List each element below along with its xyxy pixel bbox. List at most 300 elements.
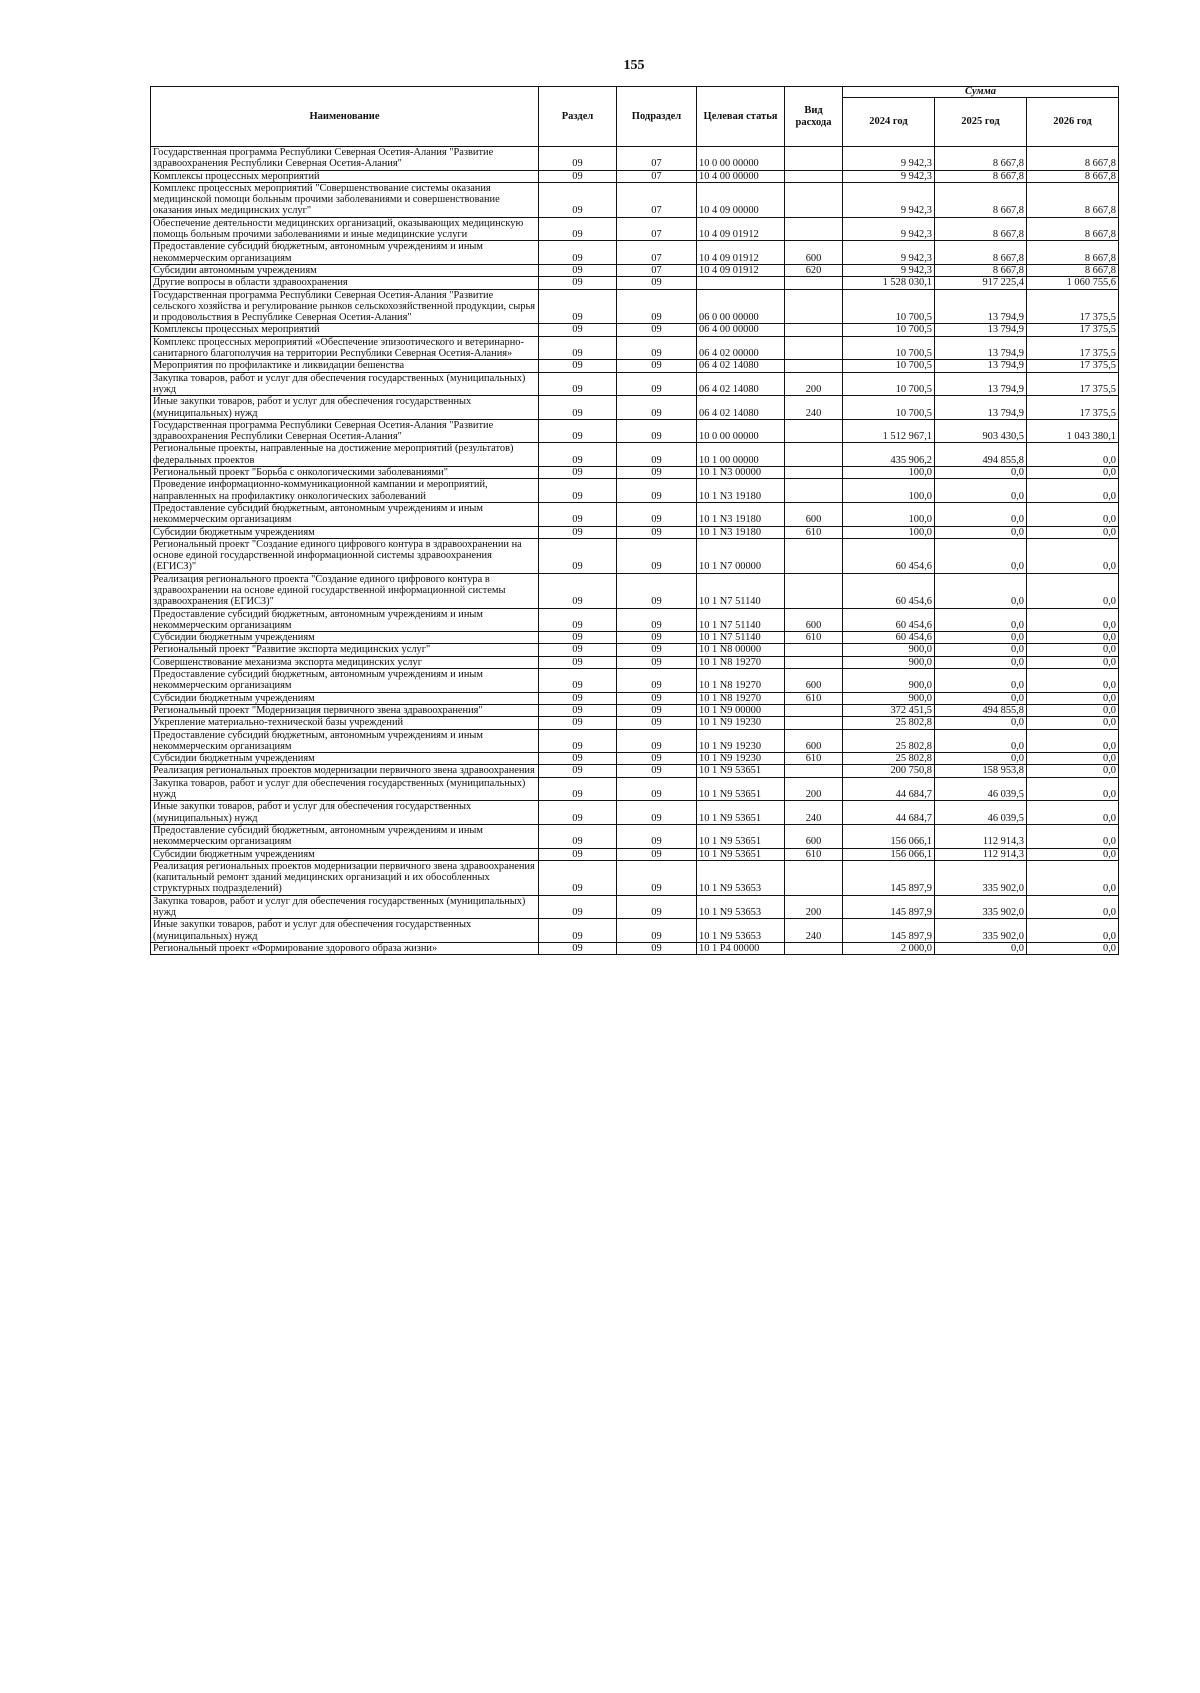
row-target-article: 10 1 N8 19270	[697, 669, 785, 693]
row-expense-type	[785, 324, 843, 336]
table-row	[151, 479, 1119, 503]
row-name: Обеспечение деятельности медицинских организаций, оказывающих медицинскую помощь больным прочими заболеваниями и иные медицинские услуги	[151, 217, 539, 241]
row-sum-2024: 60 454,6	[843, 538, 935, 573]
row-subsection: 09	[617, 644, 697, 656]
row-target-article: 10 1 N9 19230	[697, 753, 785, 765]
row-sum-2025: 494 855,8	[935, 443, 1027, 467]
row-section: 09	[539, 824, 617, 848]
table-row	[151, 644, 1119, 656]
row-subsection: 09	[617, 777, 697, 801]
row-sum-2025: 0,0	[935, 656, 1027, 668]
row-subsection: 09	[617, 573, 697, 608]
row-expense-type	[785, 717, 843, 729]
row-subsection: 09	[617, 765, 697, 777]
row-section: 09	[539, 289, 617, 324]
row-sum-2024: 60 454,6	[843, 608, 935, 632]
table-row	[151, 502, 1119, 526]
row-expense-type: 200	[785, 895, 843, 919]
row-expense-type: 600	[785, 669, 843, 693]
row-sum-2024: 900,0	[843, 644, 935, 656]
row-section: 09	[539, 656, 617, 668]
row-section: 09	[539, 419, 617, 443]
table-row	[151, 669, 1119, 693]
table-row	[151, 895, 1119, 919]
row-target-article: 10 4 09 01912	[697, 264, 785, 276]
row-sum-2025: 0,0	[935, 608, 1027, 632]
row-target-article: 10 0 00 00000	[697, 147, 785, 171]
row-sum-2025: 13 794,9	[935, 360, 1027, 372]
row-sum-2024: 145 897,9	[843, 895, 935, 919]
row-expense-type	[785, 538, 843, 573]
row-subsection: 09	[617, 801, 697, 825]
table-row	[151, 324, 1119, 336]
row-sum-2026: 17 375,5	[1027, 396, 1119, 420]
row-section: 09	[539, 753, 617, 765]
table-row	[151, 753, 1119, 765]
row-sum-2024: 100,0	[843, 467, 935, 479]
row-expense-type: 200	[785, 777, 843, 801]
row-section: 09	[539, 848, 617, 860]
row-target-article: 06 4 02 14080	[697, 372, 785, 396]
table-row	[151, 573, 1119, 608]
row-sum-2025: 0,0	[935, 479, 1027, 503]
row-expense-type: 610	[785, 632, 843, 644]
row-section: 09	[539, 241, 617, 265]
row-name: Региональный проект "Модернизация первичного звена здравоохранения"	[151, 704, 539, 716]
row-name: Субсидии автономным учреждениям	[151, 264, 539, 276]
row-name: Другие вопросы в области здравоохранения	[151, 277, 539, 289]
row-target-article: 10 1 N9 53651	[697, 765, 785, 777]
row-expense-type	[785, 467, 843, 479]
row-expense-type	[785, 277, 843, 289]
row-sum-2026: 0,0	[1027, 538, 1119, 573]
row-sum-2025: 8 667,8	[935, 217, 1027, 241]
row-subsection: 09	[617, 396, 697, 420]
row-name: Укрепление материально-технической базы учреждений	[151, 717, 539, 729]
table-row	[151, 372, 1119, 396]
row-target-article: 10 1 N8 19270	[697, 656, 785, 668]
row-expense-type	[785, 419, 843, 443]
row-section: 09	[539, 801, 617, 825]
row-target-article: 10 1 N9 53651	[697, 824, 785, 848]
row-subsection: 09	[617, 360, 697, 372]
row-sum-2024: 900,0	[843, 656, 935, 668]
header-section: Раздел	[539, 87, 617, 147]
row-expense-type: 600	[785, 608, 843, 632]
row-sum-2024: 10 700,5	[843, 289, 935, 324]
row-target-article: 10 1 N7 00000	[697, 538, 785, 573]
row-sum-2024: 435 906,2	[843, 443, 935, 467]
row-section: 09	[539, 182, 617, 217]
row-sum-2025: 8 667,8	[935, 182, 1027, 217]
row-name: Комплексы процессных мероприятий	[151, 170, 539, 182]
row-subsection: 09	[617, 669, 697, 693]
row-sum-2025: 158 953,8	[935, 765, 1027, 777]
row-subsection: 09	[617, 479, 697, 503]
row-sum-2026: 1 060 755,6	[1027, 277, 1119, 289]
row-subsection: 09	[617, 502, 697, 526]
row-sum-2025: 46 039,5	[935, 801, 1027, 825]
row-subsection: 09	[617, 656, 697, 668]
row-subsection: 07	[617, 182, 697, 217]
row-expense-type	[785, 289, 843, 324]
row-sum-2025: 0,0	[935, 753, 1027, 765]
row-subsection: 07	[617, 217, 697, 241]
table-row	[151, 264, 1119, 276]
row-sum-2026: 0,0	[1027, 717, 1119, 729]
row-sum-2026: 0,0	[1027, 777, 1119, 801]
row-sum-2024: 372 451,5	[843, 704, 935, 716]
row-name: Государственная программа Республики Северная Осетия-Алания "Развитие сельского хозяйства и регулирование рынков сельскохозяйственной продукции, сырья и продовольствия в Республике Северная Осетия-Алания"	[151, 289, 539, 324]
row-expense-type	[785, 573, 843, 608]
row-sum-2026: 0,0	[1027, 608, 1119, 632]
row-subsection: 09	[617, 538, 697, 573]
row-target-article: 10 0 00 00000	[697, 419, 785, 443]
row-sum-2026: 0,0	[1027, 860, 1119, 895]
row-sum-2025: 0,0	[935, 669, 1027, 693]
row-target-article: 10 1 P4 00000	[697, 942, 785, 954]
table-header	[151, 87, 1119, 147]
row-target-article: 06 4 00 00000	[697, 324, 785, 336]
row-target-article: 10 1 N7 51140	[697, 608, 785, 632]
row-expense-type	[785, 336, 843, 360]
row-sum-2026: 0,0	[1027, 824, 1119, 848]
row-section: 09	[539, 860, 617, 895]
table-row	[151, 396, 1119, 420]
row-sum-2026: 8 667,8	[1027, 241, 1119, 265]
header-target-article: Целевая статья	[697, 87, 785, 147]
row-section: 09	[539, 632, 617, 644]
row-target-article: 10 1 N9 00000	[697, 704, 785, 716]
row-target-article: 10 1 N9 53653	[697, 860, 785, 895]
row-sum-2024: 9 942,3	[843, 217, 935, 241]
row-expense-type	[785, 182, 843, 217]
table-row	[151, 336, 1119, 360]
row-sum-2026: 8 667,8	[1027, 217, 1119, 241]
row-subsection: 09	[617, 419, 697, 443]
row-sum-2025: 8 667,8	[935, 264, 1027, 276]
row-subsection: 09	[617, 372, 697, 396]
row-subsection: 07	[617, 264, 697, 276]
row-sum-2024: 60 454,6	[843, 632, 935, 644]
row-target-article: 10 1 N9 19230	[697, 729, 785, 753]
row-subsection: 09	[617, 753, 697, 765]
row-sum-2025: 8 667,8	[935, 170, 1027, 182]
row-name: Предоставление субсидий бюджетным, автономным учреждениям и иным некоммерческим организациям	[151, 669, 539, 693]
row-sum-2026: 0,0	[1027, 692, 1119, 704]
row-section: 09	[539, 644, 617, 656]
row-sum-2025: 8 667,8	[935, 147, 1027, 171]
row-subsection: 09	[617, 526, 697, 538]
row-sum-2026: 17 375,5	[1027, 324, 1119, 336]
row-target-article: 10 1 N9 53651	[697, 801, 785, 825]
row-name: Региональный проект "Борьба с онкологическими заболеваниями"	[151, 467, 539, 479]
row-sum-2024: 10 700,5	[843, 324, 935, 336]
row-sum-2024: 100,0	[843, 526, 935, 538]
header-subsection: Подраздел	[617, 87, 697, 147]
row-subsection: 09	[617, 895, 697, 919]
row-sum-2025: 112 914,3	[935, 848, 1027, 860]
table-row	[151, 729, 1119, 753]
row-sum-2025: 0,0	[935, 502, 1027, 526]
row-subsection: 09	[617, 942, 697, 954]
row-section: 09	[539, 502, 617, 526]
row-section: 09	[539, 217, 617, 241]
row-target-article: 10 1 N9 53653	[697, 919, 785, 943]
row-section: 09	[539, 895, 617, 919]
table-row	[151, 182, 1119, 217]
row-section: 09	[539, 479, 617, 503]
row-sum-2025: 46 039,5	[935, 777, 1027, 801]
row-sum-2024: 1 528 030,1	[843, 277, 935, 289]
row-name: Государственная программа Республики Северная Осетия-Алания "Развитие здравоохранения Республики Северная Осетия-Алания"	[151, 147, 539, 171]
row-sum-2024: 100,0	[843, 502, 935, 526]
table-row	[151, 717, 1119, 729]
row-target-article: 10 1 N9 53651	[697, 848, 785, 860]
header-name: Наименование	[151, 87, 539, 147]
row-sum-2025: 0,0	[935, 729, 1027, 753]
row-expense-type: 610	[785, 526, 843, 538]
row-subsection: 09	[617, 277, 697, 289]
table-row	[151, 942, 1119, 954]
row-target-article: 10 1 N3 00000	[697, 467, 785, 479]
table-row	[151, 777, 1119, 801]
row-name: Иные закупки товаров, работ и услуг для обеспечения государственных (муниципальных) нужд	[151, 396, 539, 420]
row-subsection: 09	[617, 717, 697, 729]
row-sum-2026: 17 375,5	[1027, 336, 1119, 360]
row-expense-type: 240	[785, 396, 843, 420]
row-subsection: 09	[617, 632, 697, 644]
row-subsection: 09	[617, 860, 697, 895]
row-target-article: 10 1 N9 19230	[697, 717, 785, 729]
row-expense-type	[785, 147, 843, 171]
row-subsection: 09	[617, 467, 697, 479]
row-sum-2024: 9 942,3	[843, 147, 935, 171]
table-row	[151, 704, 1119, 716]
row-sum-2024: 9 942,3	[843, 170, 935, 182]
header-year-2026: 2026 год	[1027, 98, 1119, 147]
row-expense-type: 600	[785, 824, 843, 848]
row-sum-2026: 0,0	[1027, 632, 1119, 644]
row-section: 09	[539, 777, 617, 801]
row-expense-type: 610	[785, 753, 843, 765]
row-name: Комплекс процессных мероприятий "Совершенствование системы оказания медицинской помощи больным прочими заболеваниями и совершенствование оказания иных медицинских услуг"	[151, 182, 539, 217]
table-row	[151, 919, 1119, 943]
row-sum-2025: 13 794,9	[935, 372, 1027, 396]
page-number: 155	[623, 58, 645, 73]
row-expense-type	[785, 860, 843, 895]
table-row	[151, 801, 1119, 825]
table-row	[151, 419, 1119, 443]
row-sum-2024: 900,0	[843, 669, 935, 693]
row-section: 09	[539, 360, 617, 372]
row-subsection: 09	[617, 848, 697, 860]
row-sum-2024: 44 684,7	[843, 777, 935, 801]
row-name: Закупка товаров, работ и услуг для обеспечения государственных (муниципальных) нужд	[151, 895, 539, 919]
row-name: Иные закупки товаров, работ и услуг для обеспечения государственных (муниципальных) нужд	[151, 801, 539, 825]
row-target-article: 10 1 N9 53651	[697, 777, 785, 801]
row-sum-2025: 13 794,9	[935, 396, 1027, 420]
row-sum-2024: 10 700,5	[843, 336, 935, 360]
row-name: Закупка товаров, работ и услуг для обеспечения государственных (муниципальных) нужд	[151, 777, 539, 801]
row-name: Закупка товаров, работ и услуг для обеспечения государственных (муниципальных) нужд	[151, 372, 539, 396]
row-sum-2025: 0,0	[935, 644, 1027, 656]
row-name: Региональный проект "Создание единого цифрового контура в здравоохранении на основе единой государственной информационной системы здравоохранения (ЕГИСЗ)"	[151, 538, 539, 573]
row-target-article: 10 1 N8 00000	[697, 644, 785, 656]
table-row	[151, 860, 1119, 895]
row-expense-type	[785, 443, 843, 467]
row-sum-2026: 0,0	[1027, 573, 1119, 608]
row-sum-2026: 0,0	[1027, 848, 1119, 860]
row-name: Мероприятия по профилактике и ликвидации бешенства	[151, 360, 539, 372]
row-sum-2025: 0,0	[935, 538, 1027, 573]
row-expense-type: 620	[785, 264, 843, 276]
row-subsection: 07	[617, 147, 697, 171]
table-row	[151, 170, 1119, 182]
row-expense-type	[785, 656, 843, 668]
row-name: Региональный проект «Формирование здорового образа жизни»	[151, 942, 539, 954]
row-subsection: 09	[617, 824, 697, 848]
row-section: 09	[539, 692, 617, 704]
row-subsection: 09	[617, 443, 697, 467]
row-section: 09	[539, 729, 617, 753]
row-sum-2026: 0,0	[1027, 765, 1119, 777]
table-row	[151, 289, 1119, 324]
table-row	[151, 526, 1119, 538]
row-target-article: 06 0 00 00000	[697, 289, 785, 324]
row-sum-2024: 60 454,6	[843, 573, 935, 608]
row-target-article: 10 1 N3 19180	[697, 502, 785, 526]
row-sum-2026: 0,0	[1027, 467, 1119, 479]
row-sum-2026: 17 375,5	[1027, 360, 1119, 372]
row-section: 09	[539, 277, 617, 289]
row-sum-2025: 0,0	[935, 467, 1027, 479]
row-name: Субсидии бюджетным учреждениям	[151, 753, 539, 765]
row-name: Реализация региональных проектов модернизации первичного звена здравоохранения	[151, 765, 539, 777]
row-sum-2026: 1 043 380,1	[1027, 419, 1119, 443]
row-sum-2026: 0,0	[1027, 942, 1119, 954]
row-sum-2025: 0,0	[935, 573, 1027, 608]
table-row	[151, 538, 1119, 573]
row-name: Региональные проекты, направленные на достижение мероприятий (результатов) федеральных проектов	[151, 443, 539, 467]
row-expense-type: 240	[785, 801, 843, 825]
row-sum-2025: 0,0	[935, 717, 1027, 729]
row-sum-2026: 8 667,8	[1027, 147, 1119, 171]
row-expense-type	[785, 170, 843, 182]
row-expense-type: 610	[785, 692, 843, 704]
row-name: Реализация региональных проектов модернизации первичного звена здравоохранения (капитальный ремонт зданий медицинских организаций и их обособленных структурных подразделений)	[151, 860, 539, 895]
row-section: 09	[539, 669, 617, 693]
row-sum-2026: 8 667,8	[1027, 264, 1119, 276]
row-name: Предоставление субсидий бюджетным, автономным учреждениям и иным некоммерческим организациям	[151, 241, 539, 265]
row-expense-type	[785, 942, 843, 954]
row-expense-type	[785, 479, 843, 503]
row-target-article: 06 4 02 14080	[697, 360, 785, 372]
row-section: 09	[539, 443, 617, 467]
row-sum-2024: 25 802,8	[843, 729, 935, 753]
row-expense-type	[785, 217, 843, 241]
table-row	[151, 241, 1119, 265]
row-subsection: 09	[617, 692, 697, 704]
row-section: 09	[539, 717, 617, 729]
header-expense-type: Вид расхода	[785, 87, 843, 147]
row-sum-2026: 17 375,5	[1027, 372, 1119, 396]
row-expense-type: 600	[785, 241, 843, 265]
row-target-article	[697, 277, 785, 289]
table-row	[151, 692, 1119, 704]
row-section: 09	[539, 538, 617, 573]
row-sum-2025: 0,0	[935, 692, 1027, 704]
row-sum-2024: 25 802,8	[843, 717, 935, 729]
row-sum-2024: 1 512 967,1	[843, 419, 935, 443]
table-row	[151, 656, 1119, 668]
row-sum-2026: 0,0	[1027, 502, 1119, 526]
row-sum-2025: 335 902,0	[935, 919, 1027, 943]
row-name: Предоставление субсидий бюджетным, автономным учреждениям и иным некоммерческим организациям	[151, 502, 539, 526]
row-target-article: 10 1 N7 51140	[697, 632, 785, 644]
row-name: Субсидии бюджетным учреждениям	[151, 632, 539, 644]
row-subsection: 09	[617, 336, 697, 360]
row-sum-2026: 0,0	[1027, 704, 1119, 716]
row-target-article: 10 1 N3 19180	[697, 479, 785, 503]
row-sum-2024: 10 700,5	[843, 396, 935, 420]
table-row	[151, 608, 1119, 632]
header-year-2025: 2025 год	[935, 98, 1027, 147]
row-target-article: 10 4 09 01912	[697, 241, 785, 265]
row-sum-2025: 917 225,4	[935, 277, 1027, 289]
row-section: 09	[539, 919, 617, 943]
budget-table	[150, 86, 1119, 955]
row-target-article: 10 1 N9 53653	[697, 895, 785, 919]
row-section: 09	[539, 264, 617, 276]
row-sum-2026: 17 375,5	[1027, 289, 1119, 324]
row-target-article: 10 4 09 01912	[697, 217, 785, 241]
row-sum-2026: 8 667,8	[1027, 182, 1119, 217]
row-subsection: 07	[617, 241, 697, 265]
row-expense-type: 610	[785, 848, 843, 860]
row-sum-2025: 0,0	[935, 632, 1027, 644]
row-sum-2025: 13 794,9	[935, 324, 1027, 336]
row-name: Субсидии бюджетным учреждениям	[151, 526, 539, 538]
row-expense-type	[785, 765, 843, 777]
table-row	[151, 217, 1119, 241]
row-sum-2024: 200 750,8	[843, 765, 935, 777]
row-sum-2024: 145 897,9	[843, 860, 935, 895]
row-expense-type	[785, 360, 843, 372]
row-sum-2026: 0,0	[1027, 479, 1119, 503]
row-sum-2026: 0,0	[1027, 753, 1119, 765]
row-sum-2025: 903 430,5	[935, 419, 1027, 443]
header-sum: Сумма	[843, 87, 1119, 98]
row-section: 09	[539, 704, 617, 716]
row-target-article: 10 4 00 00000	[697, 170, 785, 182]
row-name: Реализация регионального проекта "Создание единого цифрового контура в здравоохранении на основе единой государственной информационной системы здравоохранения (ЕГИСЗ)"	[151, 573, 539, 608]
row-name: Государственная программа Республики Северная Осетия-Алания "Развитие здравоохранения Республики Северная Осетия-Алания"	[151, 419, 539, 443]
row-sum-2024: 10 700,5	[843, 360, 935, 372]
table-row	[151, 824, 1119, 848]
row-sum-2024: 156 066,1	[843, 848, 935, 860]
row-sum-2026: 0,0	[1027, 801, 1119, 825]
row-expense-type: 600	[785, 502, 843, 526]
row-sum-2025: 335 902,0	[935, 895, 1027, 919]
row-section: 09	[539, 765, 617, 777]
row-sum-2024: 10 700,5	[843, 372, 935, 396]
row-sum-2024: 156 066,1	[843, 824, 935, 848]
row-name: Региональный проект "Развитие экспорта медицинских услуг"	[151, 644, 539, 656]
table-body	[151, 147, 1119, 955]
row-target-article: 06 4 02 14080	[697, 396, 785, 420]
row-sum-2024: 145 897,9	[843, 919, 935, 943]
